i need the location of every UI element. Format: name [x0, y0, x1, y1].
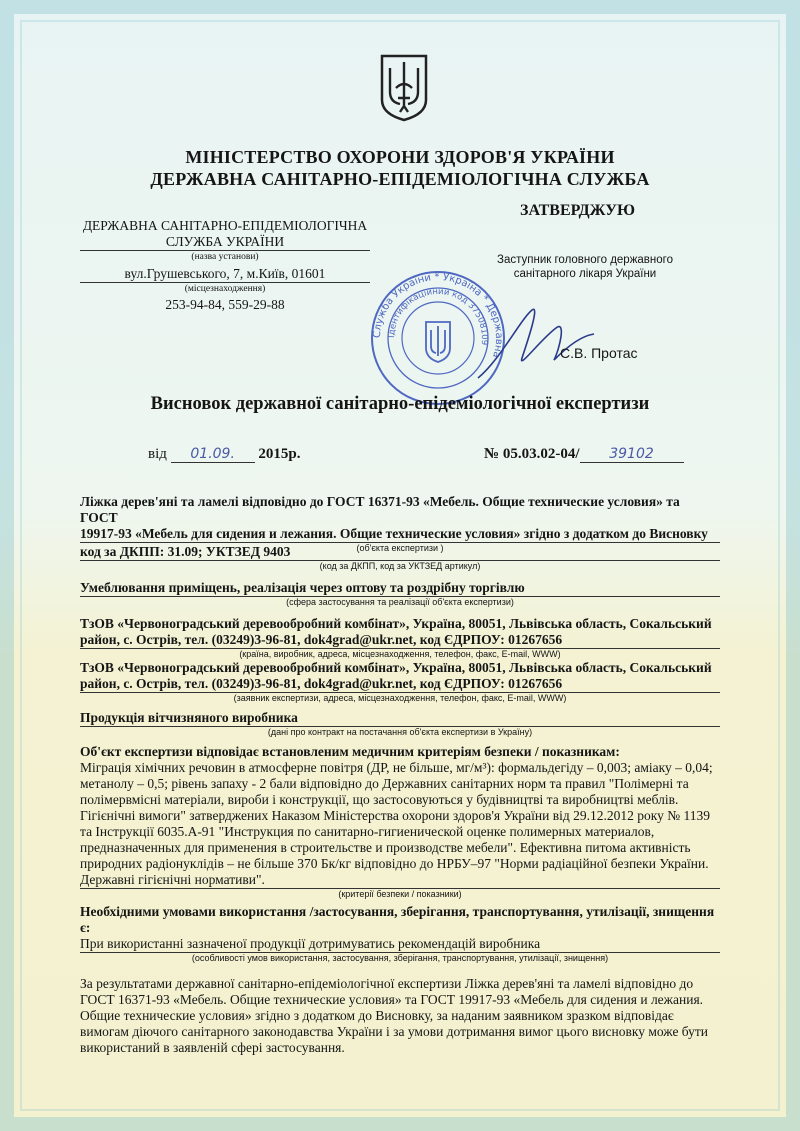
safety-criteria — [80, 744, 720, 900]
institution-block — [80, 218, 370, 313]
criteria-line: Державні гігієнічні нормативи". — [80, 872, 720, 889]
conclusion-line: За результатами державної санітарно-епідеміологічної експертизи Ліжка дерев'яні та ламелі відповідно до — [80, 976, 694, 991]
date-year: 2015р. — [258, 446, 301, 462]
conclusion-line: використаний в заявленій сфері застосування. — [80, 1040, 345, 1055]
ministry-heading — [0, 146, 800, 190]
producer-caption: (країна, виробник, адреса, місцезнаходження, телефон, факс, E-mail, WWW) — [239, 649, 561, 659]
institution-address: вул.Грушевського, 7, м.Київ, 01601 — [80, 266, 370, 283]
institution-name-caption: (назва установи) — [191, 252, 259, 262]
criteria-line: полімервмісні матеріали, вироби і конструкції, що застосовуються у будівництві та виробництві меблів. — [80, 792, 679, 807]
institution-name-line-2: СЛУЖБА УКРАЇНИ — [80, 234, 370, 251]
sphere-caption: (сфера застосування та реалізації об'єкта експертизи) — [286, 597, 514, 607]
criteria-line: природних радіонуклідів – не більше 370 Бк/кг відповідно до НРБУ–97 "Норми радіаційної безпеки України. — [80, 856, 709, 871]
conclusion — [80, 976, 720, 1056]
producer — [80, 616, 720, 660]
applicant-line-1: ТзОВ «Червоноградський деревообробний комбінат», Україна, 80051, Львівська область, Сокальський — [80, 660, 712, 675]
conditions-text: При використанні зазначеної продукції дотримуватись рекомендацій виробника — [80, 936, 720, 953]
stamp-outer-text: Служба України * Україна * Державна — [371, 271, 505, 360]
approve-label: ЗАТВЕРДЖУЮ — [520, 202, 636, 219]
ministry-line-2: ДЕРЖАВНА САНІТАРНО-ЕПІДЕМІОЛОГІЧНА СЛУЖБА — [150, 169, 650, 189]
criteria-heading: Об'єкт експертизи відповідає встановленим медичним критеріям безпеки / показникам: — [80, 744, 620, 759]
document-title: Висновок державної санітарно-епідеміологічної експертизи — [150, 394, 650, 414]
criteria-line: Гігієнічні вимоги" затверджених Наказом Міністерства охорони здоров'я України від 29.12.2012 року № 1139 — [80, 808, 710, 823]
institution-phones: 253-94-84, 559-29-88 — [165, 297, 285, 312]
object-line-1: Ліжка дерев'яні та ламелі відповідно до ГОСТ 16371-93 «Мебель. Общие технические условия» та ГОСТ — [80, 494, 680, 525]
conclusion-line: Общие технические условия» згідно з додатком до Висновку, за наданим заявником зразком відповідає — [80, 1008, 674, 1023]
ministry-line-1: МІНІСТЕРСТВО ОХОРОНИ ЗДОРОВ'Я УКРАЇНИ — [185, 147, 615, 167]
product-code — [80, 544, 720, 572]
criteria-line: метанолу – 0,5; рівень запаху - 2 бали відповідно до Державних санітарних норм та правил "Полімерні та — [80, 776, 689, 791]
applicant — [80, 660, 720, 704]
conclusion-line: вимогам діючого санітарного законодавства України і за умови дотримання вимог цього висновку може бути — [80, 1024, 709, 1039]
trident-coat-of-arms-icon — [376, 52, 432, 122]
usage-conditions — [80, 904, 720, 964]
stamp-inner-text: Ідентифікаційний код 37508109 — [386, 286, 490, 346]
deputy-title — [480, 253, 690, 281]
conditions-heading-line-2: є: — [80, 920, 91, 935]
number-prefix: № 05.03.02-04/ — [484, 446, 580, 462]
date-handwritten: 01.09. — [171, 446, 255, 463]
signer-name: С.В. Протас — [560, 345, 638, 361]
origin-caption: (дані про контракт на постачання об'єкта експертизи в Україну) — [267, 727, 533, 737]
code-caption: (код за ДКПП, код за УКТЗЕД артикул) — [319, 561, 481, 571]
applicant-caption: (заявник експертизи, адреса, місцезнаходження, телефон, факс, E-mail, WWW) — [233, 693, 567, 703]
date-prefix: від — [148, 446, 167, 462]
producer-line-2: район, с. Острів, тел. (03249)3-96-81, dok4grad@ukr.net, код ЄДРПОУ: 01267656 — [80, 632, 720, 649]
deputy-line-1: Заступник головного державного — [497, 254, 673, 266]
producer-line-1: ТзОВ «Червоноградський деревообробний комбінат», Україна, 80051, Львівська область, Сокальський — [80, 616, 712, 631]
deputy-line-2: санітарного лікаря України — [513, 268, 657, 280]
criteria-caption: (критерії безпеки / показники) — [338, 889, 462, 899]
number-handwritten: 39102 — [580, 446, 684, 463]
product-origin — [80, 710, 720, 738]
issue-date — [148, 446, 300, 463]
conclusion-line: ГОСТ 16371-93 «Мебель. Общие технические условия» та ГОСТ 19917-93 «Мебель для сидения и лежания. — [80, 992, 704, 1007]
stamp-trident-icon — [426, 322, 450, 362]
object-line-2: 19917-93 «Мебель для сидения и лежания. Общие технические условия» згідно з додатком до Висновку — [80, 526, 720, 543]
object-caption: (об'єкта експертизи ) — [356, 543, 444, 553]
conditions-caption: (особливості умов використання, застосування, зберігання, транспортування, утилізації, знищення) — [191, 953, 609, 963]
criteria-line: Міграція хімічних речовин в атмосферне повітря (ДР, не більше, мг/м³): формальдегіду – 0,003; аміаку – 0,04; — [80, 760, 713, 775]
applicant-line-2: район, с. Острів, тел. (03249)3-96-81, dok4grad@ukr.net, код ЄДРПОУ: 01267656 — [80, 676, 720, 693]
application-sphere — [80, 580, 720, 608]
criteria-line: предназначенных для применения в строительстве и производстве мебели". Ефективна питома активність — [80, 840, 691, 855]
conditions-heading-line-1: Необхідними умовами використання /застосування, зберігання, транспортування, утилізації, знищення — [80, 904, 715, 919]
code-text: код за ДКПП: 31.09; УКТЗЕД 9403 — [80, 544, 720, 561]
document-number — [484, 446, 684, 463]
institution-address-caption: (місцезнаходження) — [184, 284, 266, 294]
criteria-line: та Інструкції 6035.А-91 "Инструкция по санитарно-гигиенической оценке полимерных материалов, — [80, 824, 655, 839]
sphere-text: Умеблювання приміщень, реалізація через оптову та роздрібну торгівлю — [80, 580, 720, 597]
institution-name-line-1: ДЕРЖАВНА САНІТАРНО-ЕПІДЕМІОЛОГІЧНА — [82, 218, 368, 233]
origin-text: Продукція вітчизняного виробника — [80, 710, 720, 727]
